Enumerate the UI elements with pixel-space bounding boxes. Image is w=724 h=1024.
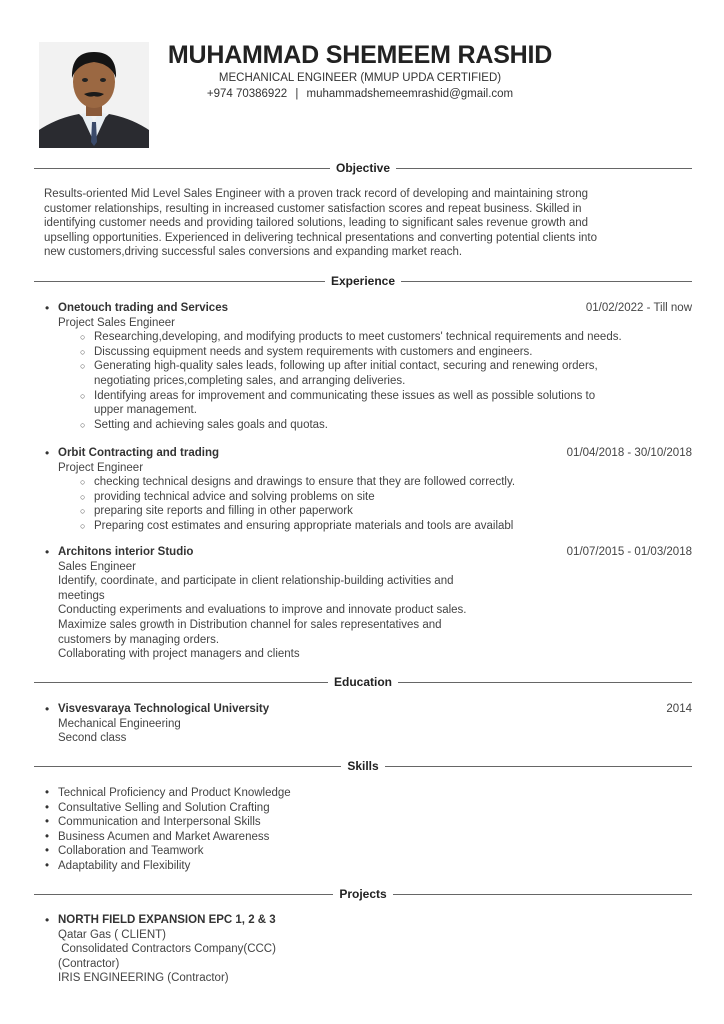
responsibility-list: [58, 475, 692, 533]
job-title: Project Sales Engineer: [58, 316, 175, 329]
objective-line: identifying customer needs and providing tailored solutions, leading to significant sales revenue growth and: [44, 217, 589, 230]
experience-entry: [44, 301, 692, 432]
section-divider: [34, 682, 328, 683]
responsibility-text: ○ Researching,developing, and modifying products to meet customers' technical requirements and needs.: [94, 331, 622, 344]
section-label: Experience: [330, 274, 396, 288]
responsibility-item: [94, 490, 692, 505]
phone-number: +974 70386922: [206, 88, 288, 100]
experience-entry: [44, 446, 692, 534]
experience-item: [58, 301, 692, 432]
responsibility-item: [94, 418, 692, 433]
description-line: Maximize sales growth in Distribution channel for sales representatives and: [58, 618, 442, 631]
education-item: [58, 702, 692, 746]
responsibility-text: ○ Discussing equipment needs and system requirements with customers and engineers.: [94, 345, 533, 358]
section-label: Objective: [335, 161, 391, 175]
project-item: [58, 913, 692, 986]
section-heading-experience: [34, 274, 692, 288]
responsibility-text: ○ preparing site reports and filling in other paperwork: [94, 505, 353, 518]
responsibility-item: [94, 389, 692, 418]
responsibility-item: [94, 359, 692, 388]
candidate-headline: MECHANICAL ENGINEER (MMUP UPDA CERTIFIED): [218, 72, 502, 84]
candidate-name: MUHAMMAD SHEMEEM RASHID: [167, 41, 553, 69]
project-title: • NORTH FIELD EXPANSION EPC 1, 2 & 3: [58, 914, 276, 926]
skill-item: • Consultative Selling and Solution Crafting: [58, 801, 692, 816]
section-divider: [393, 894, 692, 895]
company-name: • Orbit Contracting and trading: [58, 447, 219, 459]
responsibility-item: [94, 519, 692, 534]
responsibility-list: [58, 330, 692, 432]
section-divider: [34, 168, 330, 169]
project-detail: Qatar Gas ( CLIENT): [58, 928, 166, 941]
contact-separator: |: [295, 88, 299, 100]
section-divider: [401, 281, 692, 282]
responsibility-item: [94, 330, 692, 345]
section-divider: [34, 766, 341, 767]
section-label: Projects: [339, 887, 387, 901]
section-heading-objective: [34, 161, 692, 175]
project-detail: (Contractor): [58, 957, 120, 970]
section-divider: [34, 281, 325, 282]
objective-line: upselling opportunities. Experienced in delivering technical presentations and converting potential clients into: [44, 231, 597, 244]
experience-entry: [44, 545, 692, 662]
skill-item: • Communication and Interpersonal Skills: [58, 815, 692, 830]
skill-item: • Adaptability and Flexibility: [58, 859, 692, 874]
objective-line: customer relationships, resulting in increased customer satisfaction scores and repeat business. Skilled in: [44, 202, 582, 215]
responsibility-item: [94, 475, 692, 490]
responsibility-text: upper management.: [94, 404, 197, 417]
responsibility-text: ○ providing technical advice and solving problems on site: [94, 490, 375, 503]
skills-block: [44, 786, 692, 874]
degree: Mechanical Engineering: [58, 717, 181, 730]
company-name: • Architons interior Studio: [58, 546, 194, 558]
section-label: Skills: [347, 759, 379, 773]
section-label: Education: [334, 675, 393, 689]
degree-class: Second class: [58, 732, 127, 745]
project-detail: Consolidated Contractors Company(CCC): [58, 943, 276, 956]
email-address: muhammadshemeemrashid@gmail.com: [306, 88, 514, 100]
description-line: meetings: [58, 589, 105, 602]
responsibility-text: ○ Preparing cost estimates and ensuring appropriate materials and tools are availabl: [94, 519, 514, 532]
skill-item: • Business Acumen and Market Awareness: [58, 830, 692, 845]
skills-list: [44, 786, 692, 874]
contact-line: [150, 86, 570, 102]
profile-photo: [39, 42, 149, 148]
section-divider: [385, 766, 692, 767]
company-name: • Onetouch trading and Services: [58, 302, 228, 314]
section-heading-education: [34, 675, 692, 689]
graduation-year: 2014: [666, 703, 692, 715]
job-title: Sales Engineer: [58, 560, 136, 573]
section-heading-skills: [34, 759, 692, 773]
responsibility-text: ○ checking technical designs and drawings to ensure that they are followed correctly.: [94, 476, 516, 489]
responsibility-item: [94, 504, 692, 519]
skill-item: • Technical Proficiency and Product Knowledge: [58, 786, 692, 801]
skill-item: • Collaboration and Teamwork: [58, 844, 692, 859]
objective-line: new customers,driving successful sales conversions and expanding market reach.: [44, 246, 463, 259]
responsibility-text: ○ Generating high-quality sales leads, following up after initial contact, securing and renewing orders,: [94, 360, 598, 373]
section-heading-projects: [34, 887, 692, 901]
description-line: Collaborating with project managers and clients: [58, 648, 300, 661]
responsibility-item: [94, 345, 692, 360]
school-name: • Visvesvaraya Technological University: [58, 703, 270, 715]
section-divider: [398, 682, 692, 683]
objective-line: Results-oriented Mid Level Sales Engineer with a proven track record of developing and maintaining strong: [44, 188, 588, 200]
description-line: Identify, coordinate, and participate in client relationship-building activities and: [58, 575, 454, 588]
section-divider: [396, 168, 692, 169]
job-title: Project Engineer: [58, 461, 144, 474]
responsibility-text: ○ Setting and achieving sales goals and quotas.: [94, 418, 328, 431]
responsibility-text: negotiating prices,completing sales, and arranging deliveries.: [94, 374, 406, 387]
experience-item: [58, 446, 692, 534]
education-entry: [44, 702, 692, 746]
section-divider: [34, 894, 333, 895]
responsibility-text: ○ Identifying areas for improvement and communicating these issues as well as possible solutions to: [94, 389, 596, 402]
description-line: Conducting experiments and evaluations to improve and innovate product sales.: [58, 604, 467, 617]
project-entry: [44, 913, 692, 986]
employment-dates: 01/07/2015 - 01/03/2018: [566, 546, 692, 558]
employment-dates: 01/04/2018 - 30/10/2018: [566, 447, 692, 459]
project-detail: IRIS ENGINEERING (Contractor): [58, 972, 229, 985]
employment-dates: 01/02/2022 - Till now: [585, 302, 692, 314]
description-line: customers by managing orders.: [58, 633, 220, 646]
resume-header: [150, 40, 570, 102]
experience-item: [58, 545, 692, 662]
objective-paragraph: [44, 187, 684, 260]
